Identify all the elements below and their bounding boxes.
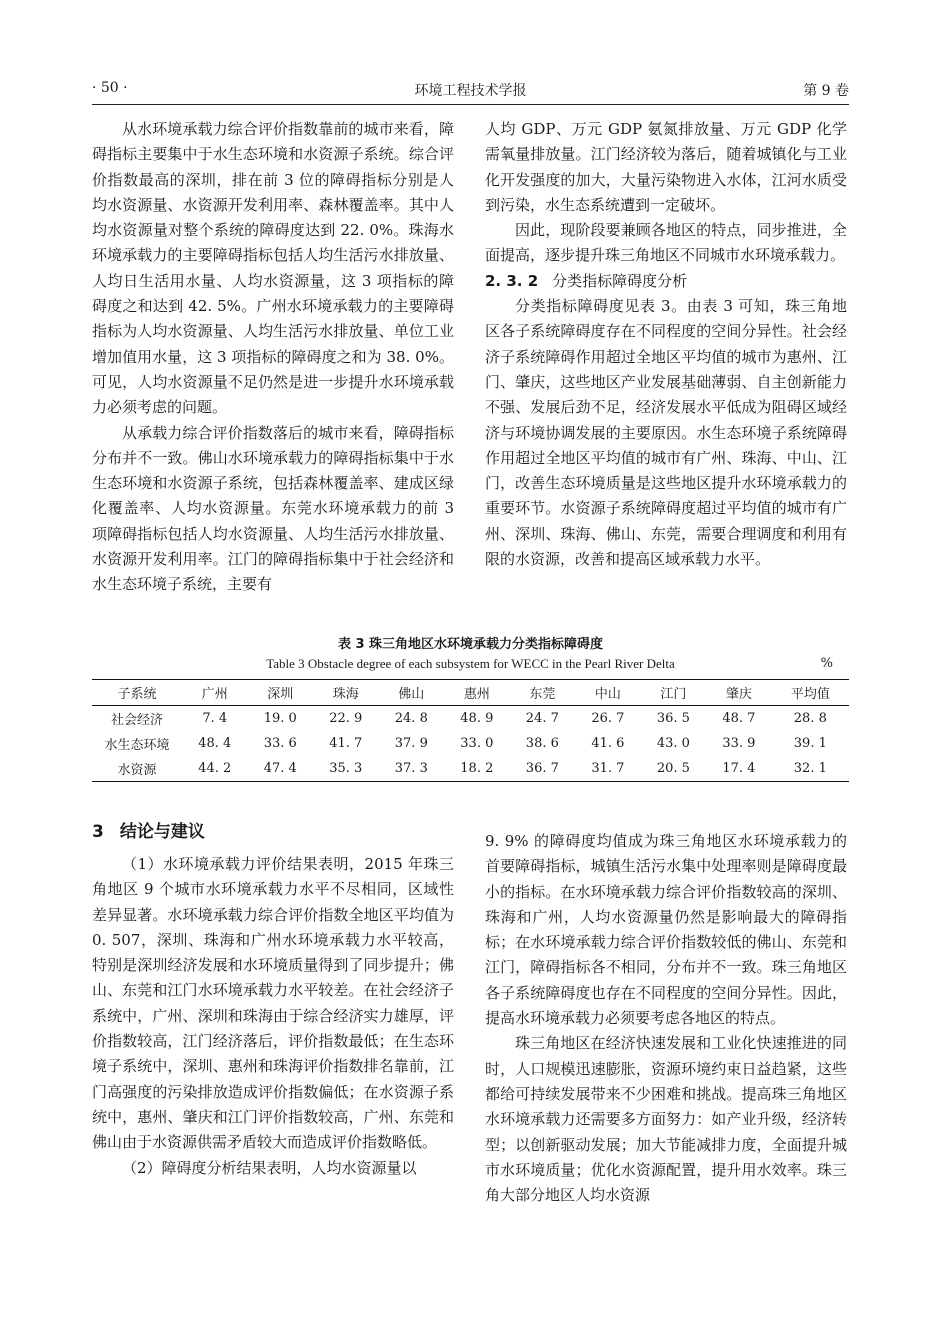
- header-rule: [92, 104, 849, 105]
- table-cell: 37. 3: [394, 761, 428, 776]
- table-cell: 38. 6: [525, 736, 559, 751]
- page-number: · 50 ·: [92, 80, 128, 96]
- paragraph: 因此，现阶段要兼顾各地区的特点，同步推进，全面提高，逐步提升珠三角地区不同城市水环境承载力。: [485, 221, 847, 265]
- table-cell: 17. 4: [722, 761, 756, 776]
- table-cell: 水生态环境: [104, 738, 170, 753]
- table-caption-zh: 表 3 珠三角地区水环境承载力分类指标障碍度: [337, 637, 604, 652]
- table-cell: 33. 9: [722, 736, 756, 751]
- table-header-cell: 子系统: [117, 687, 157, 702]
- paragraph: 从承载力综合评价指数落后的城市来看，障碍指标分布并不一致。佛山水环境承载力的障碍指标集中于水生态环境和水资源子系统，包括森林覆盖率、建成区绿化覆盖率、人均水资源量。东莞水环境承载力的前 3 项障碍指标包括人均水资源量、人均生活污水排放量、水资源开发利用率。江门的障碍指标集中于社会经济和水生态环境子系统，主要有: [92, 423, 454, 594]
- table-cell: 26. 7: [591, 711, 625, 726]
- table-cell: 36. 7: [525, 761, 559, 776]
- table-cell: 36. 5: [656, 711, 690, 726]
- table-cell: 35. 3: [329, 761, 363, 776]
- table-cell: 37. 9: [394, 736, 428, 751]
- subsection-title: 分类指标障碍度分析: [552, 271, 688, 290]
- table-header-row: [92, 680, 849, 706]
- table-row: [92, 706, 849, 732]
- table-header-cell: 东莞: [529, 687, 556, 702]
- table-header-cell: 佛山: [398, 687, 425, 702]
- table-header-cell: 广州: [201, 687, 228, 702]
- table-header-cell: 珠海: [332, 687, 359, 702]
- table-cell: 24. 8: [394, 711, 428, 726]
- table-header-cell: 惠州: [463, 687, 490, 702]
- table-cell: 28. 8: [793, 711, 827, 726]
- table-cell: 31. 7: [591, 761, 625, 776]
- table-cell: 24. 7: [525, 711, 559, 726]
- subsection-heading: [485, 269, 847, 294]
- running-header: [92, 80, 849, 102]
- bottom-right-column: [485, 829, 847, 1208]
- table-cell: 48. 7: [722, 711, 756, 726]
- journal-name: 环境工程技术学报: [414, 83, 527, 99]
- table-cell: 18. 2: [460, 761, 494, 776]
- table-cell: 47. 4: [263, 761, 297, 776]
- table-caption-en: Table 3 Obstacle degree of each subsystem for WECC in the Pearl River Delta: [266, 656, 675, 671]
- top-right-column: [485, 117, 847, 572]
- paragraph: 分类指标障碍度见表 3。由表 3 可知，珠三角地区各子系统障碍度存在不同程度的空间分异性。社会经济子系统障碍作用超过全地区平均值的城市为惠州、江门、肇庆，这些地区产业发展基础薄弱、自主创新能力不强、发展后劲不足，经济发展水平低成为阻碍区域经济与环境协调发展的主要原因。水生态环境子系统障碍作用超过全地区平均值的城市有广州、珠海、中山、江门，改善生态环境质量是这些地区提升水环境承载力的重要环节。水资源子系统障碍度超过平均值的城市有广州、深圳、珠海、佛山、东莞，需要合理调度和利用有限的水资源，改善和提高区域承载力水平。: [485, 297, 847, 569]
- section-heading: [92, 817, 221, 842]
- top-left-column: [92, 117, 454, 598]
- table-cell: 44. 2: [198, 761, 232, 776]
- paragraph: （2）障碍度分析结果表明，人均水资源量以: [122, 1158, 417, 1177]
- table-cell: 社会经济: [110, 713, 163, 728]
- table-header-cell: 中山: [594, 687, 621, 702]
- paragraph-continued: 9. 9% 的障碍度均值成为珠三角地区水环境承载力的首要障碍指标，城镇生活污水集中处理率则是障碍度最小的指标。在水环境承载力综合评价指数较高的深圳、珠海和广州，人均水资源量仍然是影响最大的障碍指标；在水环境承载力综合评价指数较低的佛山、东莞和江门，障碍指标各不相同，分布并不一致。珠三角地区各子系统障碍度也存在不同程度的空间分异性。因此，提高水环境承载力必须要考虑各地区的特点。: [485, 832, 847, 1028]
- table-unit: %: [820, 656, 833, 671]
- table-cell: 22. 9: [329, 711, 363, 726]
- obstacle-degree-table: [92, 679, 849, 782]
- table-cell: 41. 7: [329, 736, 363, 751]
- table-header-cell: 平均值: [790, 687, 830, 702]
- section-title: 结论与建议: [119, 822, 205, 842]
- paragraph: 从水环境承载力综合评价指数靠前的城市来看，障碍指标主要集中于水生态环境和水资源子系统。综合评价指数最高的深圳，排在前 3 位的障碍指标分别是人均水资源量、水资源开发利用率、森林覆盖率。其中人均水资源量对整个系统的障碍度达到 22. 0%。珠海水环境承载力的主要障碍指标包括人均生活污水排放量、人均日生活用水量、人均水资源量，这 3 项指标的障碍度之和达到 42. 5%。广州水环境承载力的主要障碍指标为人均水资源量、人均生活污水排放量、单位工业增加值用水量，这 3 项指标的障碍度之和为 38. 0%。可见，人均水资源量不足仍然是进一步提升水环境承载力必须考虑的问题。: [92, 120, 454, 417]
- table-header-cell: 江门: [660, 687, 687, 702]
- section-number: 3: [92, 822, 104, 842]
- table-cell: 43. 0: [656, 736, 690, 751]
- bottom-left-column: [92, 852, 454, 1181]
- table-row: [92, 756, 849, 782]
- subsection-number: 2. 3. 2: [485, 271, 539, 290]
- table-cell: 48. 9: [460, 711, 494, 726]
- table-cell: 41. 6: [591, 736, 625, 751]
- table-cell: 32. 1: [793, 761, 827, 776]
- table-cell: 19. 0: [263, 711, 297, 726]
- table-cell: 48. 4: [198, 736, 232, 751]
- table-cell: 水资源: [117, 763, 157, 778]
- table-cell: 7. 4: [202, 711, 228, 726]
- table-cell: 39. 1: [793, 736, 827, 751]
- table-cell: 33. 6: [263, 736, 297, 751]
- table-row: [92, 731, 849, 756]
- paragraph: （1）水环境承载力评价结果表明，2015 年珠三角地区 9 个城市水环境承载力水平不尽相同，区域性差异显著。水环境承载力综合评价指数全地区平均值为 0. 507，深圳、珠海和广州水环境承载力水平较高，特别是深圳经济发展和水环境质量得到了同步提升；佛山、东莞和江门水环境承载力水平较差。在社会经济子系统中，广州、深圳和珠海由于综合经济实力雄厚，评价指数较高，江门经济落后，评价指数最低；在生态环境子系统中，深圳、惠州和珠海评价指数排名靠前，江门高强度的污染排放造成评价指数偏低；在水资源子系统中，惠州、肇庆和江门评价指数较高，广州、东莞和佛山由于水资源供需矛盾较大而造成评价指数略低。: [92, 855, 454, 1152]
- table-header-cell: 深圳: [267, 687, 294, 702]
- paragraph-continued: 人均 GDP、万元 GDP 氨氮排放量、万元 GDP 化学需氧量排放量。江门经济较为落后，随着城镇化与工业化开发强度的加大，大量污染物进入水体，江河水质受到污染，水生态系统遭到一定破坏。: [485, 120, 847, 214]
- paragraph: 珠三角地区在经济快速发展和工业化快速推进的同时，人口规模迅速膨胀，资源环境约束日益趋紧，这些都给可持续发展带来不少困难和挑战。提高珠三角地区水环境承载力还需要多方面努力：如产业升级，经济转型；以创新驱动发展；加大节能减排力度，全面提升城市水环境质量；优化水资源配置，提升用水效率。珠三角大部分地区人均水资源: [485, 1034, 847, 1205]
- table-cell: 33. 0: [460, 736, 494, 751]
- table-header-cell: 肇庆: [725, 687, 752, 702]
- table-cell: 20. 5: [656, 761, 690, 776]
- volume-number: 第 9 卷: [803, 83, 849, 99]
